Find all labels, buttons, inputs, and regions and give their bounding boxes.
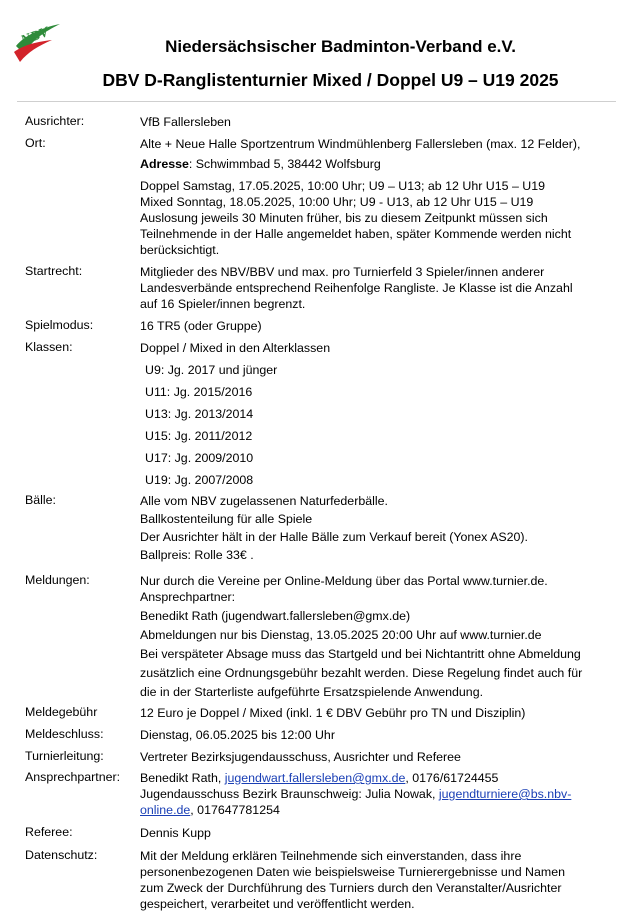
label-datenschutz: Datenschutz:	[25, 848, 98, 862]
meldeschluss-value: Dienstag, 06.05.2025 bis 12:00 Uhr	[140, 728, 335, 742]
meldungen-line: Bei verspäteter Absage muss das Startgeld und bei Nichtantritt ohne Abmeldung	[140, 647, 581, 661]
startrecht-line: Mitglieder des NBV/BBV und max. pro Turnierfeld 3 Spieler/innen anderer	[140, 265, 545, 279]
meldungen-line: Benedikt Rath (jugendwart.fallersleben@gmx.de)	[140, 609, 411, 623]
ort-auslosung-2: Teilnehmende in der Halle angemeldet haben, später Kommende werden nicht	[140, 227, 572, 241]
label-ausrichter: Ausrichter:	[25, 114, 85, 128]
ort-mixed-termin: Mixed Sonntag, 18.05.2025, 10:00 Uhr; U9 - U13, ab 12 Uhr U15 – U19	[140, 195, 534, 209]
label-startrecht: Startrecht:	[25, 264, 83, 278]
meldungen-line: Abmeldungen nur bis Dienstag, 13.05.2025 20:00 Uhr auf www.turnier.de	[140, 628, 542, 642]
adresse-label: Adresse	[140, 157, 189, 171]
spielmodus-value: 16 TR5 (oder Gruppe)	[140, 319, 262, 333]
ort-auslosung-1: Auslosung jeweils 30 Minuten früher, bis zu diesem Zeitpunkt müssen sich	[140, 211, 548, 225]
meldungen-line: die in der Starterliste aufgeführte Ersatzspielende Anwendung.	[140, 685, 484, 699]
email-link-rath[interactable]: jugendwart.fallersleben@gmx.de	[224, 771, 406, 785]
label-spielmodus: Spielmodus:	[25, 318, 94, 332]
label-klassen: Klassen:	[25, 340, 73, 354]
org-title: Niedersächsischer Badminton-Verband e.V.	[165, 37, 516, 56]
ausrichter-value: VfB Fallersleben	[140, 115, 231, 129]
ansprechpartner-nowak	[140, 786, 610, 802]
datenschutz-line: Mit der Meldung erklären Teilnehmende sich einverstanden, dass ihre	[140, 849, 522, 863]
datenschutz-line: gespeichert, verarbeitet und veröffentlicht werden.	[140, 897, 415, 911]
datenschutz-line: personenbezogenen Daten wie beispielsweise Turnierergebnisse und Namen	[140, 865, 565, 879]
klasse-u13: U13: Jg. 2013/2014	[145, 407, 254, 421]
email-link-nowak[interactable]: jugendturniere@bs.nbv-	[438, 787, 572, 801]
ansprechpartner-name: Jugendausschuss Bezirk Braunschweig: Julia Nowak,	[140, 787, 439, 801]
meldungen-line: Ansprechpartner:	[140, 590, 236, 604]
klasse-u15: U15: Jg. 2011/2012	[145, 429, 253, 443]
ansprechpartner-phone: , 017647781254	[190, 803, 280, 817]
meldungen-line: Nur durch die Vereine per Online-Meldung über das Portal www.turnier.de.	[140, 574, 548, 588]
email-link-nowak-cont[interactable]: online.de	[140, 803, 191, 817]
logo-text: NBV	[18, 24, 52, 49]
ansprechpartner-rath	[140, 770, 610, 786]
klasse-u11: U11: Jg. 2015/2016	[145, 385, 253, 399]
baelle-line: Alle vom NBV zugelassenen Naturfederbälle.	[140, 494, 388, 508]
meldungen-line: zusätzlich eine Ordnungsgebühr bezahlt werden. Diese Regelung findet auch für	[140, 666, 583, 680]
ort-doppel-termin: Doppel Samstag, 17.05.2025, 10:00 Uhr; U9 – U13; ab 12 Uhr U15 – U19	[140, 179, 546, 193]
startrecht-line: auf 16 Spieler/innen begrenzt.	[140, 297, 306, 311]
startrecht-line: Landesverbände entsprechend Reihenfolge Rangliste. Je Klasse ist die Anzahl	[140, 281, 573, 295]
label-turnierleitung: Turnierleitung:	[25, 749, 104, 763]
meldegebuehr-value: 12 Euro je Doppel / Mixed (inkl. 1 € DBV Gebühr pro TN und Disziplin)	[140, 706, 526, 720]
baelle-line: Ballkostenteilung für alle Spiele	[140, 512, 313, 526]
referee-value: Dennis Kupp	[140, 826, 211, 840]
datenschutz-line: zum Zweck der Durchführung des Turniers durch den Veranstalter/Ausrichter	[140, 881, 562, 895]
ort-auslosung-3: berücksichtigt.	[140, 243, 220, 257]
tournament-title: DBV D-Ranglistenturnier Mixed / Doppel U9 – U19 2025	[102, 70, 559, 90]
label-meldegebuehr: Meldegebühr	[25, 705, 98, 719]
ort-halle: Alte + Neue Halle Sportzentrum Windmühlenberg Fallersleben (max. 12 Felder),	[140, 137, 581, 151]
label-meldungen: Meldungen:	[25, 573, 90, 587]
ansprechpartner-name: Benedikt Rath,	[140, 771, 225, 785]
header-divider	[17, 101, 616, 102]
klassen-intro: Doppel / Mixed in den Alterklassen	[140, 341, 331, 355]
klasse-u19: U19: Jg. 2007/2008	[145, 473, 254, 487]
baelle-line: Ballpreis: Rolle 33€ .	[140, 548, 254, 562]
ansprechpartner-phone: , 0176/61724455	[405, 771, 499, 785]
label-baelle: Bälle:	[25, 493, 56, 507]
label-meldeschluss: Meldeschluss:	[25, 727, 104, 741]
adresse-value: : Schwimmbad 5, 38442 Wolfsburg	[188, 157, 381, 171]
label-referee: Referee:	[25, 825, 73, 839]
ansprechpartner-nowak-cont	[140, 802, 610, 818]
baelle-line: Der Ausrichter hält in der Halle Bälle zum Verkauf bereit (Yonex AS20).	[140, 530, 528, 544]
ort-adresse	[140, 156, 610, 172]
klasse-u9: U9: Jg. 2017 und jünger	[145, 363, 278, 377]
label-ort: Ort:	[25, 136, 46, 150]
label-ansprechpartner: Ansprechpartner:	[25, 770, 121, 784]
turnierleitung-value: Vertreter Bezirksjugendausschuss, Ausrichter und Referee	[140, 750, 461, 764]
klasse-u17: U17: Jg. 2009/2010	[145, 451, 254, 465]
